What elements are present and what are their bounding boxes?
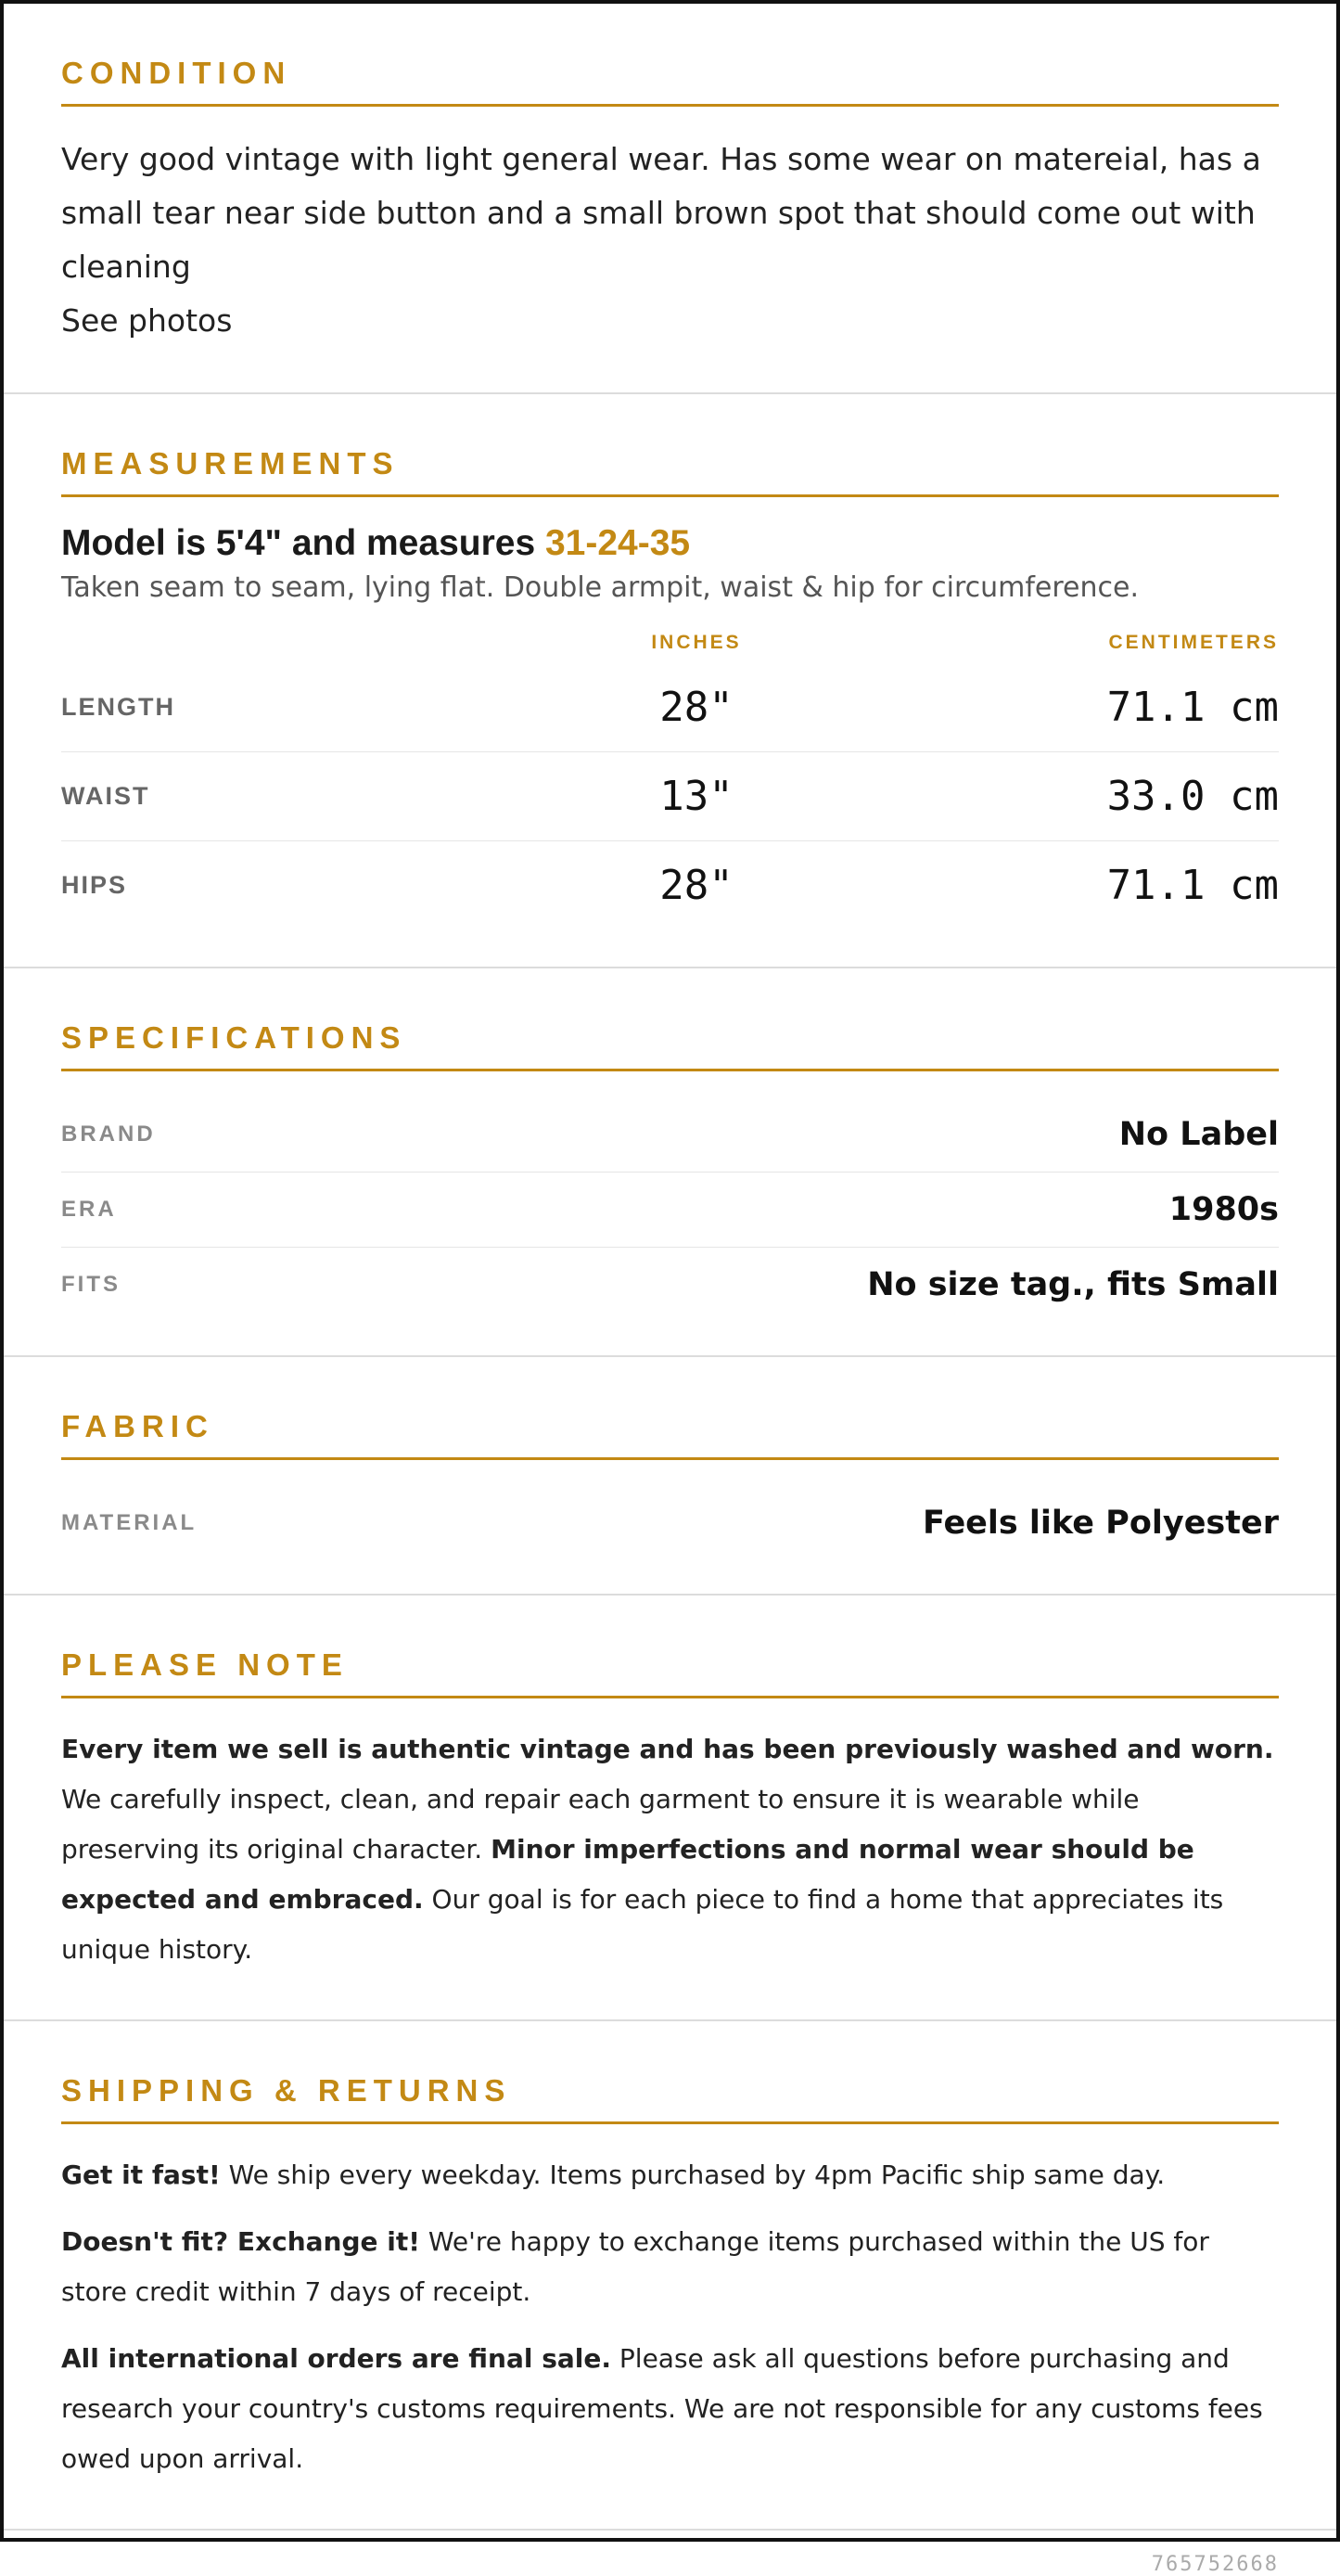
measurement-table [61, 663, 1279, 929]
please-note-text [61, 1724, 1279, 1975]
shipping-text: We ship every weekday. Items purchased by 4pm Pacific ship same day. [220, 2159, 1166, 2190]
see-photos-text: See photos [61, 302, 233, 339]
spec-value: No size tag., fits Small [867, 1266, 1279, 1303]
please-note-heading: PLEASE NOTE [61, 1647, 1279, 1698]
measurement-label: LENGTH [61, 693, 175, 721]
spec-value: No Label [1118, 1116, 1279, 1153]
measurements-heading: MEASUREMENTS [61, 446, 1279, 497]
measurement-inches: 28" [659, 862, 734, 909]
shipping-bold: All international orders are final sale. [61, 2343, 612, 2374]
shipping-text: Please ask all questions before purchasing and research your country's customs requirements. We are not responsible for any customs fees owed upon arrival. [61, 2343, 1263, 2474]
fabric-section [4, 1357, 1336, 1596]
measurement-cm: 71.1 cm [1106, 862, 1279, 909]
condition-text: Very good vintage with light general wear. Has some wear on matereial, has a small tear near side button and a small brown spot that should come out with cleaning [61, 141, 1261, 285]
spec-row-fits [61, 1248, 1279, 1322]
inches-column-header: INCHES [651, 632, 742, 653]
shipping-section [4, 2021, 1336, 2531]
spec-row-brand [61, 1097, 1279, 1173]
spec-label: BRAND [61, 1121, 156, 1147]
note-bold-2: Minor imperfections and normal wear should be expected and embraced. [61, 1834, 1194, 1915]
fabric-heading: FABRIC [61, 1409, 1279, 1460]
note-text-1: We carefully inspect, clean, and repair each garment to ensure it is wearable while preserving its original character. [61, 1784, 1140, 1865]
note-text-2: Our goal is for each piece to find a home that appreciates its unique history. [61, 1884, 1224, 1965]
shipping-paragraph-exchange [61, 2217, 1279, 2317]
note-bold-1: Every item we sell is authentic vintage and has been previously washed and worn. [61, 1734, 1274, 1764]
shipping-heading: SHIPPING & RETURNS [61, 2073, 1279, 2124]
please-note-section [4, 1596, 1336, 2021]
measurement-row-length [61, 663, 1279, 752]
centimeters-column-header: CENTIMETERS [1108, 632, 1279, 653]
spec-value: Feels like Polyester [922, 1505, 1279, 1542]
spec-row-era [61, 1173, 1279, 1248]
measurement-label: HIPS [61, 871, 128, 899]
measurement-label: WAIST [61, 782, 150, 810]
measurement-cm: 33.0 cm [1106, 773, 1279, 820]
measurement-cm: 71.1 cm [1106, 684, 1279, 731]
measurement-table-header [61, 632, 1279, 654]
measurement-method-note: Taken seam to seam, lying flat. Double armpit, waist & hip for circumference. [61, 571, 1140, 604]
shipping-bold: Get it fast! [61, 2159, 221, 2190]
measurement-inches: 28" [659, 684, 734, 731]
condition-description [61, 133, 1279, 348]
measurement-row-waist [61, 752, 1279, 841]
model-stats: 31-24-35 [544, 523, 691, 563]
spec-row-material [61, 1486, 1279, 1560]
measurement-inches: 13" [659, 773, 734, 820]
spec-label: ERA [61, 1197, 117, 1222]
specifications-section [4, 968, 1336, 1357]
product-id: 765752668 [1151, 2553, 1279, 2576]
spec-label: FITS [61, 1272, 121, 1297]
measurement-row-hips [61, 841, 1279, 929]
shipping-paragraph-international [61, 2334, 1279, 2484]
shipping-text: We're happy to exchange items purchased within the US for store credit within 7 days of receipt. [61, 2226, 1209, 2307]
specifications-heading: SPECIFICATIONS [61, 1020, 1279, 1071]
measurements-section [4, 394, 1336, 968]
spec-label: MATERIAL [61, 1510, 198, 1535]
model-measures-prefix: Model is 5'4" and measures [61, 523, 545, 563]
spec-value: 1980s [1168, 1191, 1279, 1228]
model-measures-line [61, 523, 1279, 564]
shipping-paragraph-fast [61, 2150, 1279, 2200]
condition-section [4, 4, 1336, 394]
shipping-bold: Doesn't fit? Exchange it! [61, 2226, 420, 2257]
condition-heading: CONDITION [61, 56, 1279, 107]
